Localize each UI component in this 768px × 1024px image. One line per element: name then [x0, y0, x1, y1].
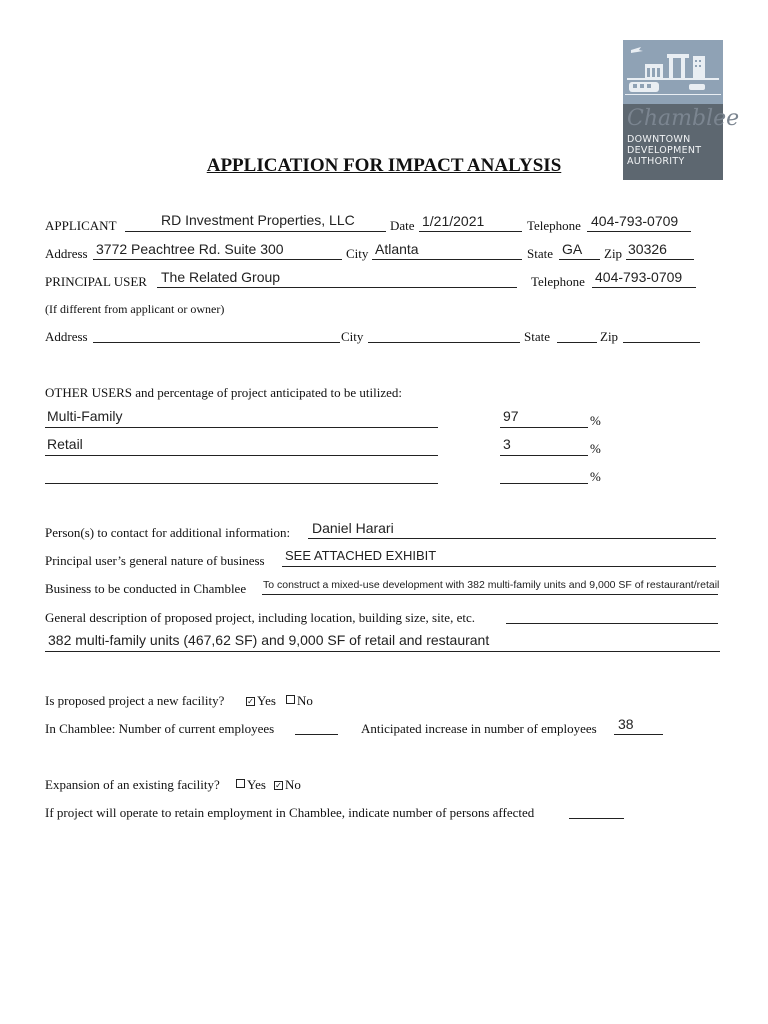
expansion-yes-option[interactable]: [236, 777, 266, 793]
date-label: Date: [390, 218, 415, 233]
principal-city-label: City: [341, 329, 364, 344]
applicant-field[interactable]: RD Investment Properties, LLC: [161, 212, 355, 228]
contact-line: [308, 538, 716, 539]
address-field[interactable]: 3772 Peachtree Rd. Suite 300: [96, 241, 284, 257]
city-skyline-graphic: [623, 40, 723, 104]
logo-line-1: DOWNTOWN: [627, 134, 691, 145]
current-employees-field[interactable]: [295, 734, 338, 735]
project-description-field[interactable]: 382 multi-family units (467,62 SF) and 9,000 SF of retail and restaurant: [48, 632, 490, 648]
principal-user-line: [157, 287, 517, 288]
business-in-chamblee-line: [262, 594, 718, 595]
principal-user-note: (If different from applicant or owner): [45, 302, 225, 316]
business-in-chamblee-label: Business to be conducted in Chamblee: [45, 581, 247, 596]
project-description-line-1: [506, 623, 718, 624]
expansion-yes-label: Yes: [247, 777, 266, 792]
expansion-no-label: No: [285, 777, 301, 792]
other-percent-line-1: [500, 427, 588, 428]
date-field[interactable]: 1/21/2021: [422, 213, 485, 229]
nature-of-business-field[interactable]: SEE ATTACHED EXHIBIT: [285, 548, 437, 563]
expansion-yes-checkbox[interactable]: [236, 779, 245, 788]
new-facility-no-label: No: [297, 693, 313, 708]
principal-city-field[interactable]: [368, 342, 520, 343]
expansion-no-checkbox[interactable]: ✓: [275, 781, 282, 790]
new-facility-yes-option[interactable]: [246, 693, 276, 709]
new-facility-yes-label: Yes: [257, 693, 276, 708]
city-label: City: [346, 246, 369, 261]
increase-employees-field[interactable]: 38: [618, 716, 634, 732]
principal-address-field[interactable]: [93, 342, 340, 343]
percent-sign-2: %: [590, 441, 601, 456]
principal-zip-field[interactable]: [623, 342, 700, 343]
other-use-line-1: [45, 427, 438, 428]
principal-address-label: Address: [45, 329, 88, 344]
other-percent-field-1[interactable]: 97: [503, 408, 519, 424]
zip-line: [626, 259, 694, 260]
state-line: [559, 259, 600, 260]
increase-employees-line: [614, 734, 663, 735]
principal-zip-label: Zip: [600, 329, 619, 344]
other-users-label: OTHER USERS and percentage of project anticipated to be utilized:: [45, 385, 403, 400]
new-facility-no-checkbox[interactable]: [286, 695, 295, 704]
expansion-question: Expansion of an existing facility?: [45, 777, 220, 792]
current-employees-label: In Chamblee: Number of current employees: [45, 721, 275, 736]
project-description-label: General description of proposed project, including location, building size, site, etc.: [45, 610, 475, 625]
other-percent-line-2: [500, 455, 588, 456]
logo-line-3: AUTHORITY: [627, 156, 685, 167]
other-use-field-2[interactable]: Retail: [47, 436, 83, 452]
other-use-field-3[interactable]: [45, 483, 438, 484]
address-label: Address: [45, 246, 88, 261]
percent-sign-3: %: [590, 469, 601, 484]
applicant-line: [125, 231, 386, 232]
applicant-telephone-field[interactable]: 404-793-0709: [591, 213, 679, 229]
principal-telephone-field[interactable]: 404-793-0709: [595, 269, 683, 285]
zip-label: Zip: [604, 246, 623, 261]
zip-field[interactable]: 30326: [628, 241, 667, 257]
project-description-line-2: [45, 651, 720, 652]
contact-field[interactable]: Daniel Harari: [312, 520, 394, 536]
retain-employment-field[interactable]: [569, 818, 624, 819]
principal-telephone-label: Telephone: [531, 274, 585, 289]
date-line: [419, 231, 522, 232]
new-facility-yes-checkbox[interactable]: ✓: [247, 697, 254, 706]
other-percent-field-2[interactable]: 3: [503, 436, 511, 452]
business-in-chamblee-field[interactable]: To construct a mixed-use development with 382 multi-family units and 9,000 SF of restaurant/retail: [263, 579, 720, 591]
logo-script-text: Chamblee: [627, 106, 740, 131]
new-facility-no-option[interactable]: [286, 693, 313, 709]
principal-user-field[interactable]: The Related Group: [161, 269, 281, 285]
nature-of-business-line: [282, 566, 716, 567]
address-line: [93, 259, 342, 260]
other-use-line-2: [45, 455, 438, 456]
principal-state-field[interactable]: [557, 342, 597, 343]
logo-line-2: DEVELOPMENT: [627, 145, 702, 156]
city-line: [372, 259, 522, 260]
state-field[interactable]: GA: [562, 241, 583, 257]
applicant-telephone-line: [587, 231, 691, 232]
applicant-telephone-label: Telephone: [527, 218, 581, 233]
retain-employment-label: If project will operate to retain employment in Chamblee, indicate number of persons affected: [45, 805, 535, 820]
increase-employees-label: Anticipated increase in number of employees: [361, 721, 597, 736]
nature-of-business-label: Principal user’s general nature of business: [45, 553, 265, 568]
applicant-label: APPLICANT: [45, 218, 117, 233]
principal-user-label: PRINCIPAL USER: [45, 274, 147, 289]
principal-telephone-line: [592, 287, 696, 288]
expansion-no-option[interactable]: [274, 777, 301, 793]
form-title: APPLICATION FOR IMPACT ANALYSIS: [206, 155, 562, 176]
contact-label: Person(s) to contact for additional information:: [45, 525, 291, 540]
city-field[interactable]: Atlanta: [375, 241, 419, 257]
other-percent-field-3[interactable]: [500, 483, 588, 484]
percent-sign-1: %: [590, 413, 601, 428]
new-facility-question: Is proposed project a new facility?: [45, 693, 225, 708]
other-use-field-1[interactable]: Multi-Family: [47, 408, 123, 424]
principal-state-label: State: [524, 329, 550, 344]
state-label: State: [527, 246, 553, 261]
